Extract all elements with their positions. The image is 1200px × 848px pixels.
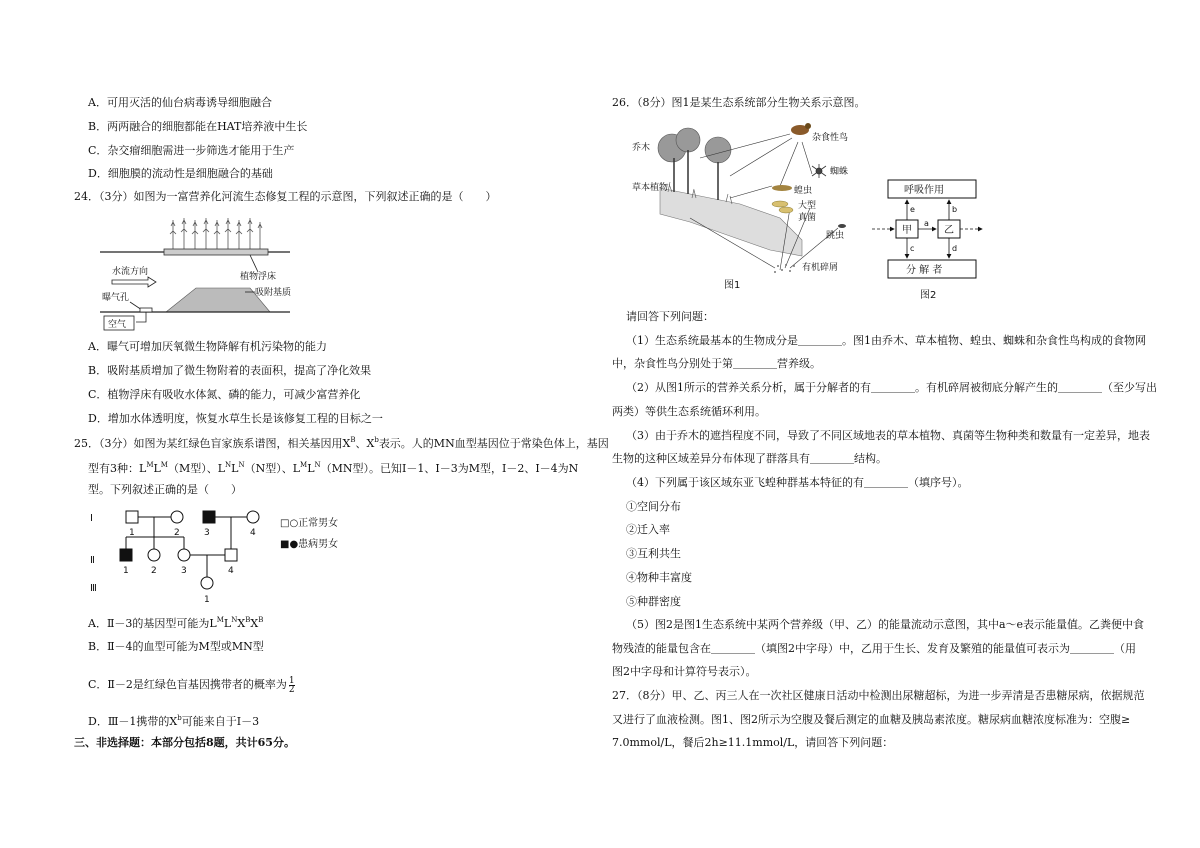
q26-choice: ④物种丰富度 bbox=[626, 571, 692, 584]
q25-text: （MN型）。已知Ⅰ－1、Ⅰ－3为M型，Ⅰ－2、Ⅰ－4为N bbox=[320, 462, 579, 475]
gen-III-label: Ⅲ bbox=[90, 583, 97, 594]
q26-choice: ③互利共生 bbox=[626, 547, 681, 560]
num: 2 bbox=[174, 528, 180, 538]
I-1-male bbox=[126, 511, 138, 523]
fungi-label-1: 大型 bbox=[798, 201, 817, 211]
q26-choice: ⑤种群密度 bbox=[626, 595, 681, 608]
aerator-label: 曝气孔 bbox=[102, 293, 130, 303]
II-2-female bbox=[148, 549, 160, 561]
sup-M: M bbox=[160, 461, 168, 469]
sup-B: B bbox=[350, 436, 356, 444]
float-bed-label: 植物浮床 bbox=[240, 272, 277, 282]
float-bed bbox=[164, 249, 268, 255]
q24-figure bbox=[100, 212, 300, 334]
q26-line: 两类）等供生态系统循环利用。 bbox=[612, 405, 766, 418]
q25-opt-text: L bbox=[223, 617, 232, 630]
q24-option-a: A．曝气可增加厌氧微生物降解有机污染物的能力 bbox=[88, 340, 327, 353]
q24-option-b: B．吸附基质增加了微生物附着的表面积，提高了净化效果 bbox=[88, 364, 372, 377]
respiration-label: 呼吸作用 bbox=[904, 185, 944, 196]
I-3-male-affected bbox=[203, 511, 215, 523]
bird-label: 杂食性鸟 bbox=[812, 133, 849, 143]
q26-prompt: 请回答下列问题： bbox=[626, 310, 714, 323]
fig1-ecosystem bbox=[630, 118, 860, 298]
legend-affected: ■●患病男女 bbox=[280, 539, 339, 550]
decomposer-label: 分 解 者 bbox=[906, 265, 943, 276]
q23-option-c: C．杂交瘤细胞需进一步筛选才能用于生产 bbox=[88, 144, 295, 157]
gen-II-label: Ⅱ bbox=[90, 555, 95, 566]
sup-N: N bbox=[238, 461, 245, 469]
q25-stem-line3: 型。下列叙述正确的是（ ） bbox=[88, 483, 242, 496]
II-4-male bbox=[225, 549, 237, 561]
q25-text: （M型）、L bbox=[167, 462, 226, 475]
sup-M: M bbox=[216, 616, 224, 624]
grass-label: 草本植物 bbox=[632, 183, 669, 193]
q25-opt-text: D．Ⅲ－1携带的X bbox=[88, 715, 178, 728]
sup-B: B bbox=[245, 616, 251, 624]
sup-N: N bbox=[314, 461, 321, 469]
q26-line: 图2中字母和计算符号表示）。 bbox=[612, 665, 757, 678]
q26-line: 中，杂食性鸟分别处于第＿＿＿＿营养级。 bbox=[612, 357, 821, 370]
label-c: c bbox=[910, 244, 915, 253]
water-direction-label: 水流方向 bbox=[112, 267, 149, 277]
fraction bbox=[289, 677, 295, 694]
locust-label: 蝗虫 bbox=[794, 186, 813, 196]
jia-label: 甲 bbox=[902, 225, 912, 236]
debris-dots bbox=[774, 264, 795, 273]
fig2-energy-flow bbox=[868, 176, 988, 306]
fungi-icon bbox=[772, 201, 793, 213]
locust-icon bbox=[772, 185, 792, 191]
q25-stem-line2 bbox=[88, 458, 578, 476]
q25-text: 表示。人的MN血型基因位于常染色体上，基因 bbox=[378, 437, 609, 450]
q25-text: L bbox=[307, 462, 315, 475]
num: 3 bbox=[181, 566, 187, 576]
sup-M: M bbox=[300, 461, 308, 469]
q26-choice: ①空间分布 bbox=[626, 500, 681, 513]
fungi-label-2: 真菌 bbox=[798, 213, 817, 223]
q25-text: 型有3种：L bbox=[88, 462, 147, 475]
sup-M: M bbox=[146, 461, 154, 469]
label-e: e bbox=[910, 205, 915, 214]
q24-option-c: C．植物浮床有吸收水体氮、磷的能力，可减少富营养化 bbox=[88, 388, 361, 401]
substrate-label: 吸附基质 bbox=[255, 288, 292, 298]
q26-line: 物残渣的能量包含在＿＿＿＿（填图2中字母）中，乙用于生长、发育及繁殖的能量值可表示为＿＿＿＿（用 bbox=[612, 642, 1136, 655]
spider-label: 蜘蛛 bbox=[830, 167, 849, 177]
q23-option-a: A．可用灭活的仙台病毒诱导细胞融合 bbox=[88, 96, 272, 109]
I-2-female bbox=[171, 511, 183, 523]
yi-label: 乙 bbox=[944, 225, 954, 236]
q25-option-b: B．Ⅱ－4的血型可能为M型或MN型 bbox=[88, 640, 264, 653]
reed-plants bbox=[170, 218, 262, 250]
fig1-caption: 图1 bbox=[724, 280, 741, 291]
q27-line: 又进行了血液检测。图1、图2所示为空腹及餐后测定的血糖及胰岛素浓度。糖尿病血糖浓度标准为：空腹≥ bbox=[612, 713, 1131, 726]
debris-label: 有机碎屑 bbox=[802, 263, 839, 273]
q25-option-a bbox=[88, 613, 263, 631]
num: 1 bbox=[204, 595, 210, 605]
frac-num: 1 bbox=[288, 676, 295, 686]
q25-opt-text: X bbox=[237, 617, 246, 630]
label-b: b bbox=[952, 205, 958, 214]
q25-text: 、X bbox=[355, 437, 375, 450]
flow-arrow bbox=[112, 277, 156, 287]
tree-label: 乔木 bbox=[632, 143, 651, 153]
sup-N: N bbox=[225, 461, 232, 469]
q26-choice: ②迁入率 bbox=[626, 523, 670, 536]
label-a: a bbox=[924, 219, 929, 228]
fig2-caption: 图2 bbox=[920, 290, 937, 301]
q25-opt-text: 可能来自于Ⅰ－3 bbox=[181, 715, 260, 728]
num: 4 bbox=[250, 528, 256, 538]
q25-opt-text: A．Ⅱ－3的基因型可能为L bbox=[88, 617, 217, 630]
q25-option-c bbox=[88, 677, 295, 694]
q24-stem: 24．（3分）如图为一富营养化河流生态修复工程的示意图，下列叙述正确的是（ ） bbox=[74, 190, 497, 203]
q25-option-d bbox=[88, 711, 259, 729]
num: 4 bbox=[228, 566, 234, 576]
q24-option-d: D．增加水体透明度，恢复水草生长是该修复工程的目标之一 bbox=[88, 412, 383, 425]
q23-option-b: B．两两融合的细胞都能在HAT培养液中生长 bbox=[88, 120, 308, 133]
frac-den: 2 bbox=[288, 685, 295, 695]
q26-line: （1）生态系统最基本的生物成分是＿＿＿＿。图1由乔木、草本植物、蝗虫、蜘蛛和杂食性鸟构成的食物网 bbox=[626, 334, 1146, 347]
q26-line: 生物的这种区域差异分布体现了群落具有＿＿＿＿结构。 bbox=[612, 452, 887, 465]
pedigree-chart bbox=[86, 505, 376, 610]
q25-opt-text: C．Ⅱ－2是红绿色盲基因携带者的概率为 bbox=[88, 678, 287, 691]
q26-stem: 26．（8分）图1是某生态系统部分生物关系示意图。 bbox=[612, 96, 866, 109]
air-label: 空气 bbox=[108, 320, 127, 330]
sup-B: B bbox=[258, 616, 264, 624]
q25-stem-line1 bbox=[74, 433, 609, 451]
springtail-icon bbox=[838, 224, 846, 228]
III-1-female bbox=[201, 577, 213, 589]
q26-line: （3）由于乔木的遮挡程度不同，导致了不同区域地表的草本植物、真菌等生物种类和数量有一定差异，地表 bbox=[626, 429, 1150, 442]
gen-I-label: Ⅰ bbox=[90, 513, 93, 524]
sup-N: N bbox=[231, 616, 238, 624]
spider-icon bbox=[812, 164, 826, 178]
num: 1 bbox=[129, 528, 135, 538]
q27-line: 27．（8分）甲、乙、丙三人在一次社区健康日活动中检测出尿糖超标，为进一步弄清是否患糖尿病，依据规范 bbox=[612, 689, 1145, 702]
q25-text: L bbox=[231, 462, 239, 475]
II-3-female bbox=[178, 549, 190, 561]
q25-opt-text: X bbox=[250, 617, 259, 630]
label-d: d bbox=[952, 244, 958, 253]
q25-text: 25．（3分）如图为某红绿色盲家族系谱图，相关基因用X bbox=[74, 437, 351, 450]
q25-text: （N型）、L bbox=[244, 462, 301, 475]
I-4-female bbox=[247, 511, 259, 523]
num: 3 bbox=[204, 528, 210, 538]
II-1-male-affected bbox=[120, 549, 132, 561]
sup-b: b bbox=[177, 714, 182, 722]
q27-line: 7.0mmol/L，餐后2h≥11.1mmol/L，请回答下列问题： bbox=[612, 736, 894, 749]
num: 1 bbox=[123, 566, 129, 576]
q25-text: L bbox=[153, 462, 161, 475]
q23-option-d: D．细胞膜的流动性是细胞融合的基础 bbox=[88, 167, 273, 180]
tree-crown bbox=[705, 137, 731, 163]
bird-icon bbox=[791, 123, 811, 135]
section-3-heading: 三、非选择题：本部分包括8题，共计65分。 bbox=[74, 736, 295, 749]
springtail-label: 跳虫 bbox=[826, 231, 845, 241]
q26-line: （4）下列属于该区域东亚飞蝗种群基本特征的有＿＿＿＿（填序号）。 bbox=[626, 476, 969, 489]
q26-line: （5）图2是图1生态系统中某两个营养级（甲、乙）的能量流动示意图，其中a～e表示能量值。乙粪便中食 bbox=[626, 618, 1145, 631]
q26-line: （2）从图1所示的营养关系分析，属于分解者的有＿＿＿＿。有机碎屑被彻底分解产生的＿＿＿＿（至少写出 bbox=[626, 381, 1157, 394]
tree-crown bbox=[676, 128, 700, 152]
legend-normal: □○正常男女 bbox=[280, 518, 339, 529]
ground-slope bbox=[660, 188, 802, 256]
num: 2 bbox=[151, 566, 157, 576]
sup-b: b bbox=[374, 436, 379, 444]
